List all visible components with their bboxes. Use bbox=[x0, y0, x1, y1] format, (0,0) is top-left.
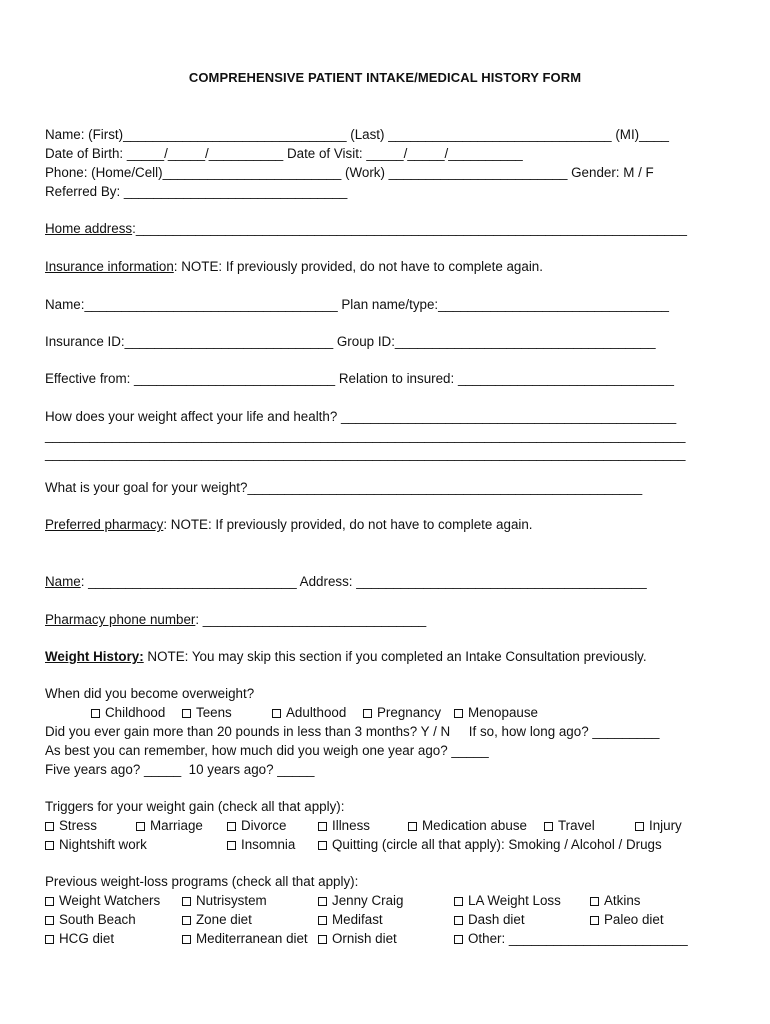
checkbox[interactable] bbox=[454, 935, 463, 944]
checkbox[interactable] bbox=[635, 822, 644, 831]
insurance-label: Insurance information bbox=[45, 259, 174, 274]
program-atkins[interactable]: Atkins bbox=[590, 893, 640, 909]
checkbox[interactable] bbox=[590, 897, 599, 906]
rapid-gain-question[interactable]: Did you ever gain more than 20 pounds in less than 3 months? Y / N If so, how long ago? _________ bbox=[45, 724, 660, 739]
checkbox[interactable] bbox=[318, 935, 327, 944]
overweight-question: When did you become overweight? bbox=[45, 686, 255, 701]
checkbox[interactable] bbox=[182, 916, 191, 925]
home-address-label: Home address bbox=[45, 221, 133, 236]
one-year-weight-question[interactable]: As best you can remember, how much did you weigh one year ago? _____ bbox=[45, 743, 489, 758]
program-nutrisystem[interactable]: Nutrisystem bbox=[182, 893, 267, 909]
home-address-blank[interactable]: :__________________________________________________________________________ bbox=[132, 221, 687, 236]
weight-affect-blank-1[interactable]: ______________________________________________________________________________________ bbox=[45, 428, 686, 443]
option-childhood[interactable]: Childhood bbox=[91, 705, 165, 721]
pharmacy-heading bbox=[45, 517, 533, 533]
insurance-id-line[interactable]: Insurance ID:____________________________ Group ID:___________________________________ bbox=[45, 334, 656, 349]
option-menopause[interactable]: Menopause bbox=[454, 705, 538, 721]
trigger-stress[interactable]: Stress bbox=[45, 818, 97, 834]
checkbox[interactable] bbox=[45, 935, 54, 944]
program-mediterranean-diet[interactable]: Mediterranean diet bbox=[182, 931, 308, 947]
trigger-injury[interactable]: Injury bbox=[635, 818, 682, 834]
weight-affect-line[interactable]: How does your weight affect your life and health? _____________________________________________ bbox=[45, 409, 677, 424]
checkbox[interactable] bbox=[45, 897, 54, 906]
phone-line[interactable]: Phone: (Home/Cell)________________________ (Work) ________________________ Gender: M / F bbox=[45, 165, 654, 180]
checkbox[interactable] bbox=[318, 841, 327, 850]
trigger-marriage[interactable]: Marriage bbox=[136, 818, 203, 834]
pharmacy-name-label: Name bbox=[45, 574, 81, 589]
weight-history-note: NOTE: You may skip this section if you completed an Intake Consultation previously. bbox=[143, 649, 647, 664]
pharmacy-phone-blank[interactable]: : ______________________________ bbox=[195, 612, 427, 627]
checkbox[interactable] bbox=[136, 822, 145, 831]
checkbox[interactable] bbox=[454, 897, 463, 906]
pharmacy-name-line[interactable] bbox=[45, 574, 647, 590]
pharmacy-name-blank[interactable]: : ____________________________ Address: _______________________________________ bbox=[80, 574, 647, 589]
insurance-name-line[interactable]: Name:__________________________________ Plan name/type:_______________________________ bbox=[45, 297, 669, 312]
program-zone-diet[interactable]: Zone diet bbox=[182, 912, 252, 928]
pharmacy-note: : NOTE: If previously provided, do not have to complete again. bbox=[163, 517, 533, 532]
insurance-note: : NOTE: If previously provided, do not have to complete again. bbox=[173, 259, 543, 274]
date-of-birth-line[interactable]: Date of Birth: _____/_____/__________ Date of Visit: _____/_____/__________ bbox=[45, 146, 523, 161]
weight-history-label: Weight History: bbox=[45, 649, 144, 664]
program-paleo-diet[interactable]: Paleo diet bbox=[590, 912, 664, 928]
checkbox[interactable] bbox=[227, 841, 236, 850]
checkbox[interactable] bbox=[318, 897, 327, 906]
program-la-weight-loss[interactable]: LA Weight Loss bbox=[454, 893, 561, 909]
program-south-beach[interactable]: South Beach bbox=[45, 912, 136, 928]
referred-by-line[interactable]: Referred By: ______________________________ bbox=[45, 184, 348, 199]
checkbox[interactable] bbox=[182, 935, 191, 944]
program-medifast[interactable]: Medifast bbox=[318, 912, 383, 928]
checkbox[interactable] bbox=[182, 709, 191, 718]
home-address-line[interactable] bbox=[45, 221, 687, 237]
option-adulthood[interactable]: Adulthood bbox=[272, 705, 346, 721]
patient-name-line[interactable]: Name: (First)______________________________ (Last) ______________________________ (MI)____ bbox=[45, 127, 669, 142]
program-weight-watchers[interactable]: Weight Watchers bbox=[45, 893, 160, 909]
pharmacy-label: Preferred pharmacy bbox=[45, 517, 164, 532]
trigger-nightshift-work[interactable]: Nightshift work bbox=[45, 837, 147, 853]
option-teens[interactable]: Teens bbox=[182, 705, 232, 721]
checkbox[interactable] bbox=[45, 822, 54, 831]
checkbox[interactable] bbox=[408, 822, 417, 831]
checkbox[interactable] bbox=[590, 916, 599, 925]
checkbox[interactable] bbox=[227, 822, 236, 831]
pharmacy-phone-label: Pharmacy phone number bbox=[45, 612, 196, 627]
checkbox[interactable] bbox=[182, 897, 191, 906]
option-pregnancy[interactable]: Pregnancy bbox=[363, 705, 441, 721]
program-other[interactable]: Other: ________________________ bbox=[454, 931, 688, 947]
insurance-heading bbox=[45, 259, 543, 275]
triggers-heading: Triggers for your weight gain (check all that apply): bbox=[45, 799, 345, 814]
effective-from-line[interactable]: Effective from: ___________________________ Relation to insured: _____________________________ bbox=[45, 371, 674, 386]
weight-history-heading bbox=[45, 649, 647, 665]
pharmacy-phone-line[interactable] bbox=[45, 612, 426, 628]
past-weight-question[interactable]: Five years ago? _____ 10 years ago? _____ bbox=[45, 762, 315, 777]
trigger-illness[interactable]: Illness bbox=[318, 818, 370, 834]
checkbox[interactable] bbox=[363, 709, 372, 718]
trigger-travel[interactable]: Travel bbox=[544, 818, 595, 834]
checkbox[interactable] bbox=[454, 916, 463, 925]
checkbox[interactable] bbox=[318, 916, 327, 925]
trigger-quitting[interactable]: Quitting (circle all that apply): Smoking / Alcohol / Drugs bbox=[318, 837, 662, 853]
checkbox[interactable] bbox=[544, 822, 553, 831]
weight-affect-blank-2[interactable]: ______________________________________________________________________________________ bbox=[45, 446, 686, 461]
checkbox[interactable] bbox=[272, 709, 281, 718]
checkbox[interactable] bbox=[318, 822, 327, 831]
checkbox[interactable] bbox=[454, 709, 463, 718]
program-dash-diet[interactable]: Dash diet bbox=[454, 912, 525, 928]
program-ornish-diet[interactable]: Ornish diet bbox=[318, 931, 397, 947]
program-jenny-craig[interactable]: Jenny Craig bbox=[318, 893, 403, 909]
checkbox[interactable] bbox=[45, 841, 54, 850]
weight-goal-line[interactable]: What is your goal for your weight?_____________________________________________________ bbox=[45, 480, 643, 495]
trigger-medication-abuse[interactable]: Medication abuse bbox=[408, 818, 527, 834]
checkbox[interactable] bbox=[91, 709, 100, 718]
program-hcg-diet[interactable]: HCG diet bbox=[45, 931, 114, 947]
trigger-divorce[interactable]: Divorce bbox=[227, 818, 286, 834]
checkbox[interactable] bbox=[45, 916, 54, 925]
trigger-insomnia[interactable]: Insomnia bbox=[227, 837, 295, 853]
programs-heading: Previous weight-loss programs (check all that apply): bbox=[45, 874, 359, 889]
form-title: COMPREHENSIVE PATIENT INTAKE/MEDICAL HISTORY FORM bbox=[188, 70, 582, 85]
